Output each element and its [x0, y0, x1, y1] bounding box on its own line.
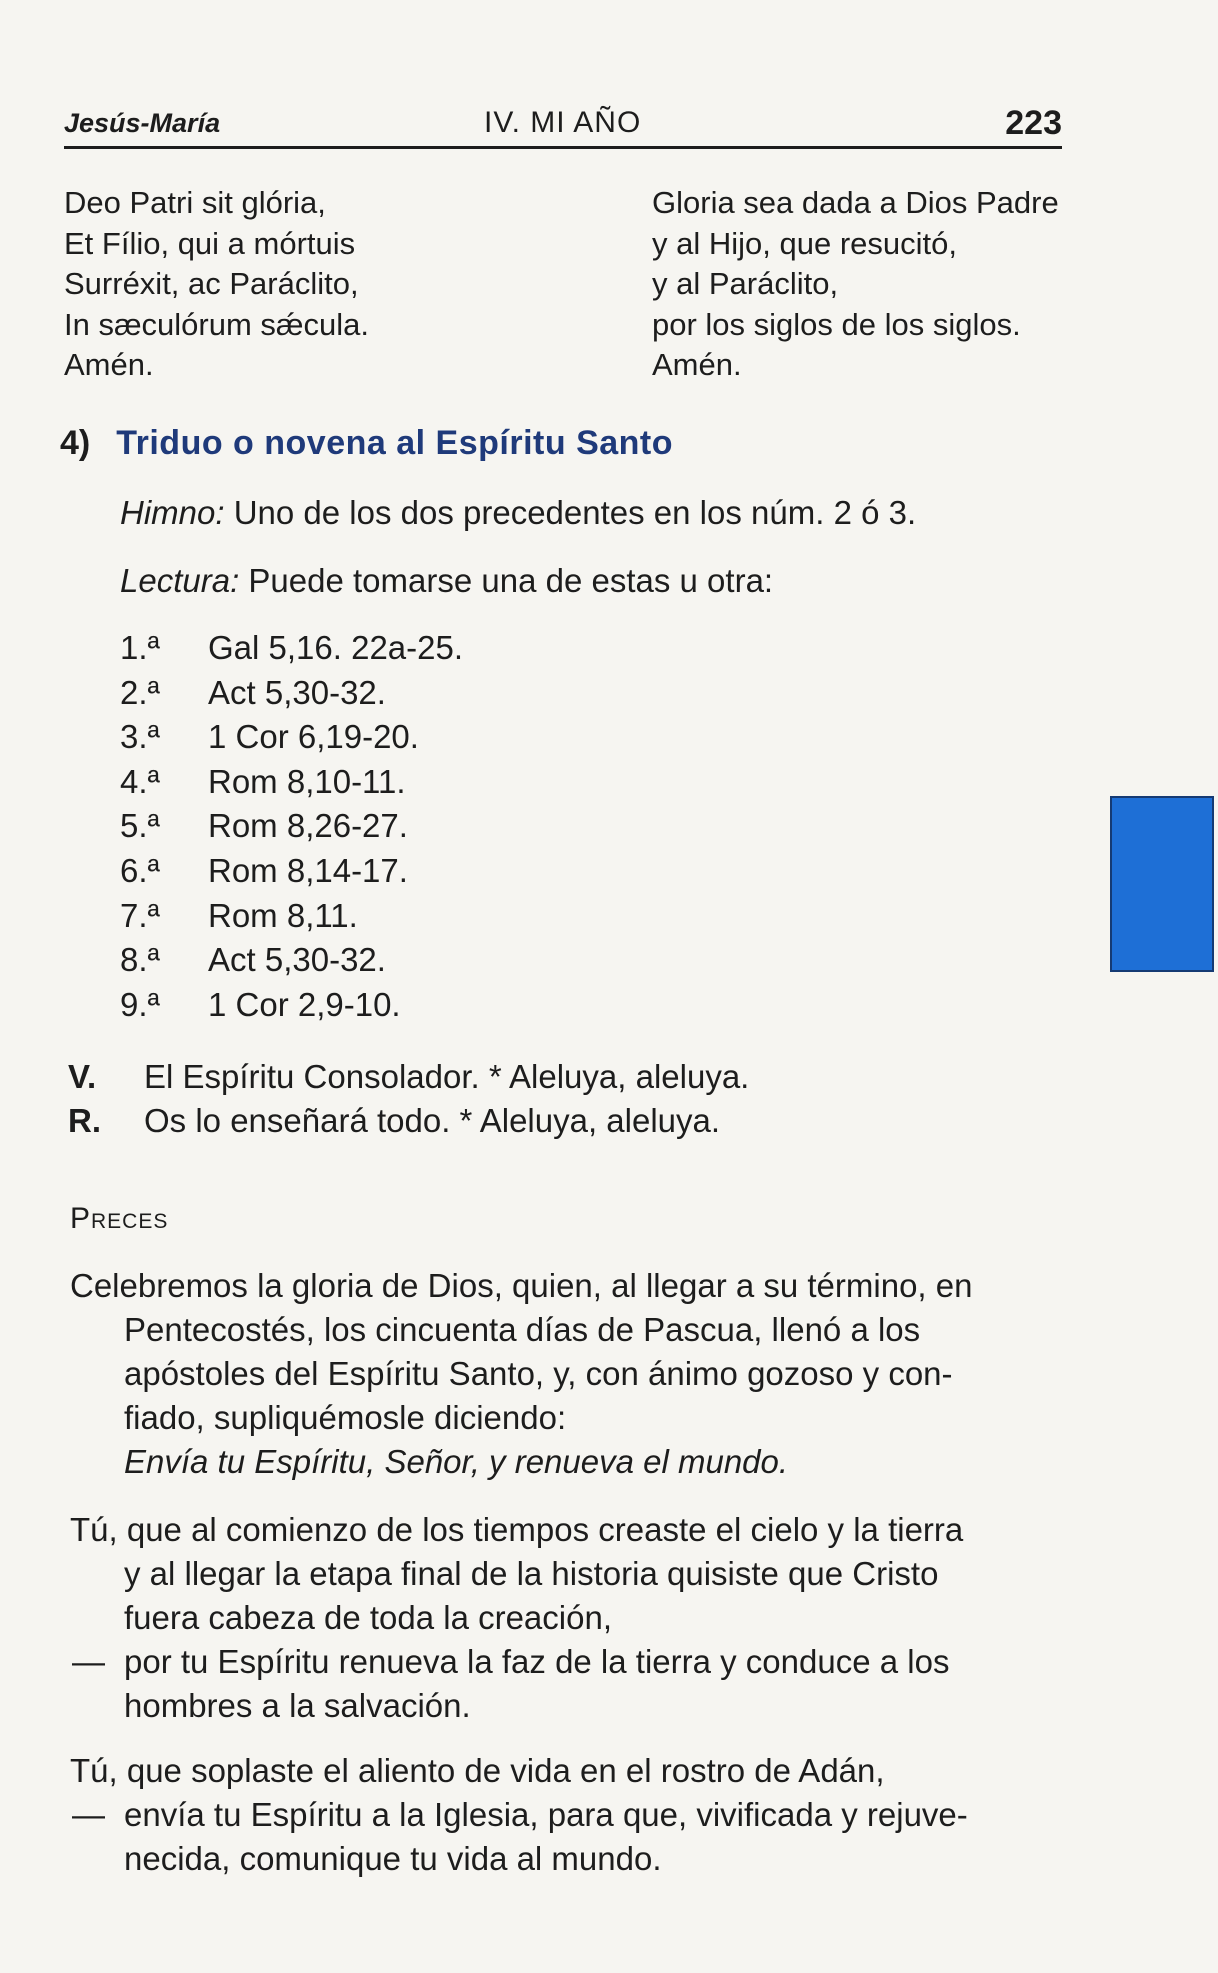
hymn-spanish	[652, 183, 1059, 386]
himno-label: Himno:	[120, 494, 225, 531]
header-center: IV. MI AÑO	[484, 106, 642, 139]
petition-2	[70, 1749, 1064, 1881]
preces-intro-line: Celebremos la gloria de Dios, quien, al llegar a su término, en	[70, 1267, 973, 1304]
reading-ordinal: 6.ª	[120, 851, 160, 889]
reading-ordinal: 2.ª	[120, 673, 160, 711]
lectura-text: Puede tomarse una de estas u otra:	[248, 562, 774, 599]
reading-ordinal: 7.ª	[120, 896, 160, 934]
reading-item	[120, 938, 463, 983]
response-text: Os lo enseñará todo. * Aleluya, aleluya.	[144, 1102, 721, 1139]
preces-heading: Preces	[70, 1202, 169, 1235]
versicle-symbol: V.	[68, 1058, 97, 1095]
reading-reference: 1 Cor 2,9-10.	[208, 985, 401, 1023]
preces-intro	[70, 1264, 1064, 1484]
versicle-line	[68, 1055, 749, 1099]
reading-item	[120, 894, 463, 939]
petition-line: fuera cabeza de toda la creación,	[124, 1599, 612, 1636]
petition-dash-line	[70, 1793, 1064, 1837]
hymn-spanish-line: y al Paráclito,	[652, 266, 839, 301]
petition-line: hombres a la salvación.	[124, 1687, 471, 1724]
reading-item	[120, 849, 463, 894]
header-left: Jesús-María	[64, 108, 221, 138]
lectura-rubric	[120, 562, 773, 600]
preces-intro-line: fiado, supliquémosle diciendo:	[124, 1399, 567, 1436]
himno-rubric	[120, 494, 916, 532]
reading-ordinal: 8.ª	[120, 941, 160, 979]
petition-line: Tú, que soplaste el aliento de vida en el rostro de Adán,	[70, 1752, 885, 1789]
versicle-response	[68, 1055, 749, 1143]
reading-ordinal: 1.ª	[120, 629, 160, 666]
response-symbol: R.	[68, 1102, 101, 1139]
preces-intro-line: Pentecostés, los cincuenta días de Pascua, llenó a los	[124, 1311, 921, 1348]
reading-reference: Act 5,30-32.	[208, 941, 386, 979]
reading-reference: Rom 8,26-27.	[208, 807, 408, 845]
preces-intro-line: apóstoles del Espíritu Santo, y, con ánimo gozoso y con-	[124, 1355, 953, 1392]
reading-reference: Rom 8,11.	[208, 896, 358, 934]
reading-ordinal: 5.ª	[120, 807, 160, 845]
hymn-latin-line: Et Fílio, qui a mórtuis	[64, 225, 356, 261]
reading-reference: Act 5,30-32.	[208, 673, 386, 711]
petition-dash-text: por tu Espíritu renueva la faz de la tierra y conduce a los	[124, 1643, 950, 1680]
reading-item	[120, 983, 463, 1028]
section-title-text: Triduo o novena al Espíritu Santo	[116, 424, 674, 462]
reading-item	[120, 760, 463, 805]
reading-ordinal: 3.ª	[120, 718, 160, 756]
himno-text: Uno de los dos precedentes en los núm. 2 ó 3.	[233, 494, 917, 531]
section-title	[60, 424, 673, 463]
reading-ordinal: 4.ª	[120, 762, 160, 800]
reading-item	[120, 804, 463, 849]
hymn-latin-line: In sæculórum sǽcula.	[64, 306, 369, 342]
section-number: 4)	[60, 424, 91, 462]
hymn-latin	[64, 183, 369, 386]
petition-1	[70, 1508, 1064, 1728]
petition-dash-line	[70, 1640, 1064, 1684]
readings-list	[120, 626, 463, 1027]
hymn-spanish-line: Amén.	[652, 347, 742, 382]
dash-mark: —	[72, 1643, 105, 1680]
dash-mark: —	[72, 1796, 105, 1833]
response-line	[68, 1099, 749, 1143]
versicle-text: El Espíritu Consolador. * Aleluya, aleluya.	[144, 1058, 750, 1095]
hymn-latin-line: Amén.	[64, 347, 154, 382]
hymn-spanish-line: y al Hijo, que resucitó,	[652, 225, 957, 261]
thumb-index-tab	[1110, 796, 1214, 972]
reading-ordinal: 9.ª	[120, 985, 160, 1023]
petition-line: Tú, que al comienzo de los tiempos creaste el cielo y la tierra	[70, 1511, 964, 1548]
lectura-label: Lectura:	[120, 562, 240, 599]
hymn-spanish-line: por los siglos de los siglos.	[652, 306, 1021, 342]
petition-line: necida, comunique tu vida al mundo.	[124, 1840, 662, 1877]
reading-reference: Rom 8,10-11.	[208, 762, 406, 800]
page-number: 223	[1005, 104, 1062, 142]
reading-item	[120, 671, 463, 716]
reading-reference: 1 Cor 6,19-20.	[208, 718, 419, 756]
reading-item	[120, 626, 463, 671]
petition-line: y al llegar la etapa final de la historia quisiste que Cristo	[124, 1555, 939, 1592]
hymn-spanish-line: Gloria sea dada a Dios Padre	[652, 185, 1059, 220]
hymn-latin-line: Deo Patri sit glória,	[64, 185, 326, 220]
reading-reference: Gal 5,16. 22a-25.	[208, 629, 464, 666]
hymn-latin-line: Surréxit, ac Paráclito,	[64, 266, 359, 301]
reading-item	[120, 715, 463, 760]
running-header	[64, 102, 1062, 149]
reading-reference: Rom 8,14-17.	[208, 851, 408, 889]
preces-response: Envía tu Espíritu, Señor, y renueva el mundo.	[124, 1443, 789, 1480]
petition-dash-text: envía tu Espíritu a la Iglesia, para que, vivificada y rejuve-	[124, 1796, 968, 1833]
